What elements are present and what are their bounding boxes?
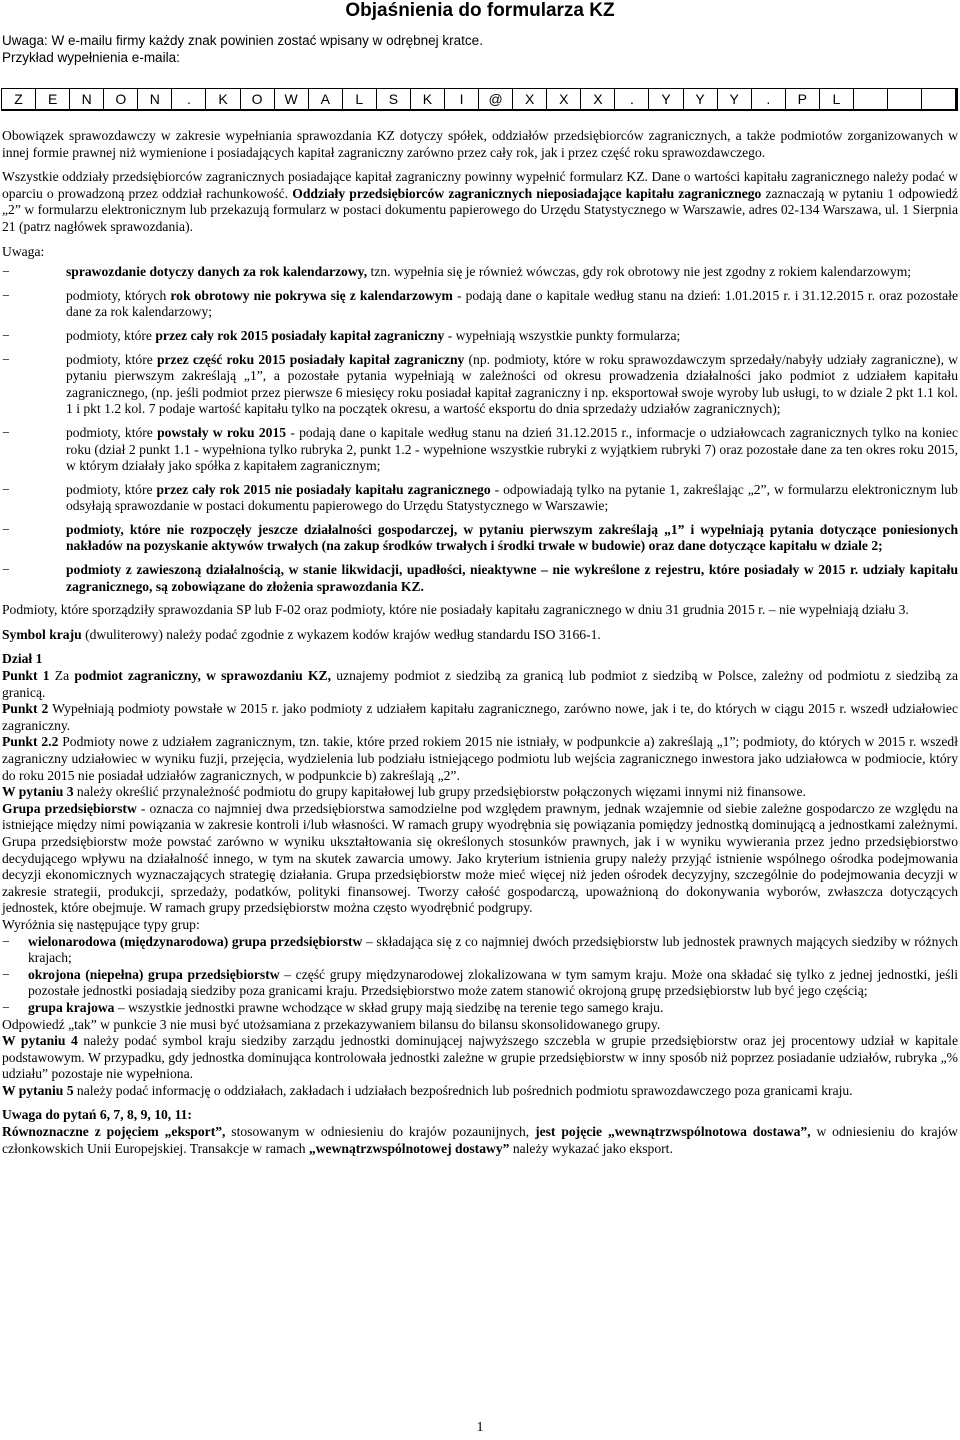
dash-bullet: − xyxy=(2,424,10,440)
dash-bullet: − xyxy=(2,287,10,303)
page-number: 1 xyxy=(476,1420,484,1435)
group-type-item: − wielonarodowa (międzynarodowa) grupa przedsiębiorstw – składająca się z co najmniej dwóch przedsiębiorstw lub jednostek prawnych mających siedziby w różnych krajach; xyxy=(2,933,959,966)
pytanie-3: W pytaniu 3 należy określić przynależność podmiotu do grupy kapitałowej lub grupy przedsiębiorstw połączonych więzami innymi niż finansowe. xyxy=(2,784,806,800)
uwaga-list-item: − podmioty, które przez cały rok 2015 nie posiadały kapitału zagranicznego - odpowiadają tylko na pytanie 1, zakreślając „2”, w formularzu elektronicznym lub odsyłają sprawozdanie w postaci dokumentu papierowego do Urzędu Statystycznego w Warszawie; xyxy=(2,481,958,514)
group-type-item: − grupa krajowa – wszystkie jednostki prawne wchodzące w skład grupy mają siedzibę na terenie tego samego kraju. xyxy=(2,999,664,1015)
uwaga-pytan-heading: Uwaga do pytań 6, 7, 8, 9, 10, 11: xyxy=(2,1107,192,1123)
group-type-item: − okrojona (niepełna) grupa przedsiębiorstw – część grupy międzynarodowej zlokalizowana w tym samym kraju. Może ona składać się tylko z jednej jednostki, jeśli pozostałe jednostki posiadają siedziby poza granicami kraju. Przedsiębiorstwo może zatem stanowić okrojoną grupę przedsiębiorstw lub być jego częścią; xyxy=(2,966,959,999)
dash-bullet: − xyxy=(2,327,10,343)
tak-line: Odpowiedź „tak” w punkcie 3 nie musi być utożsamiana z przekazywaniem bilansu do bilansu skonsolidowanego grupy. xyxy=(2,1016,661,1032)
pytanie-4: W pytaniu 4 należy podać symbol kraju siedziby zarządu jednostki dominującej najwyższego szczebla w grupie przedsiębiorstw oraz jej procentowy udział w kapitale podstawowym. W przypadku, gdy jednostka dominująca kontrolowała jednostki zależne w grupie przedsiębiorstw w inny sposób niż poprzez posiadanie udziałów, rubryka „% udziału” pozostaje nie wypełniona. xyxy=(2,1033,958,1082)
punkt-1: Punkt 1 Za podmiot zagraniczny, w sprawozdaniu KZ, uznajemy podmiot z siedzibą za granicą lub podmiot z siedzibą w Polsce, zależny od podmiotu z siedzibą za granicą. xyxy=(2,668,958,700)
pytanie-5: W pytaniu 5 należy podać informację o oddziałach, zakładach i udziałach bezpośrednich lub pośrednich podmiotu sprawozdawczego poza granicami kraju. xyxy=(2,1082,853,1098)
uwaga-list-item: − podmioty, które powstały w roku 2015 - podają dane o kapitale według stanu na dzień 31.12.2015 r., informacje o udziałowcach zagranicznych tylko na koniec roku (dział 2 punkt 1.1 - wypełniona tylko rubryka 2, punkt 1.2 - wypełnione wszystkie rubryki z wyjątkiem rubryki 7) oraz pozostałe dane za ten okres roku 2015, w którym działały jako spółka z kapitałem zagranicznym; xyxy=(2,424,958,474)
dash-bullet: − xyxy=(2,481,10,497)
uwaga-list-item: − sprawozdanie dotyczy danych za rok kalendarzowy, tzn. wypełnia się je również wówczas, gdy rok obrotowy nie jest zgodny z rokiem kalendarzowym; xyxy=(2,264,912,280)
punkt-2: Punkt 2 Wypełniają podmioty powstałe w 2015 r. jako podmioty z udziałem kapitału zagranicznego, zarówno nowe, jak i te, do których w ciągu 2015 r. wszedł udziałowiec zagraniczny. xyxy=(2,701,958,733)
uwaga-list-item: − podmioty, których rok obrotowy nie pokrywa się z kalendarzowym - podają dane o kapitale według stanu na dzień: 1.01.2015 r. i 31.12.2015 r. oraz pozostałe dane za rok kalendarzowy; xyxy=(2,287,958,320)
paragraph-scope: Obowiązek sprawozdawczy w zakresie wypełniania sprawozdania KZ dotyczy spółek, oddziałów przedsiębiorców zagranicznych, a także podmiotów zorganizowanych w innej formie prawnej niż wymienione i posiadających kapitał zagraniczny zarówno przez cały rok, jak i przez część roku sprawozdawczego. xyxy=(2,128,958,160)
uwaga-list-item: − podmioty, które przez część roku 2015 posiadały kapitał zagraniczny (np. podmioty, które w roku sprawozdawczym sprzedały/nabyły udziały zagraniczne), w pytaniu pierwszym zakreślają „1”, a pozostałe pytania wypełniają w zależności od okresu prowadzenia działalności jako podmiot z udziałem kapitału zagranicznego, (np. jeśli podmiot przez pierwsze 6 miesięcy roku posiadał kapitał zagraniczny i np. eksportował swoje wyroby lub usługi, to w dziale 2 pkt 1.1 kol. 1 i pkt 1.2 kol. 7 podaje wartość kapitału tylko na początek okresu, a wartość eksportu do dnia sprzedaży udziałów zagranicznych); xyxy=(2,351,958,417)
email-char-box: Y xyxy=(684,89,718,109)
email-char-box xyxy=(854,89,888,109)
page-title: Objaśnienia do formularza KZ xyxy=(345,0,615,21)
email-char-box: Z xyxy=(2,89,36,109)
dash-bullet: − xyxy=(2,562,10,578)
uwaga-list-item: − podmioty, które nie rozpoczęły jeszcze działalności gospodarczej, w pytaniu pierwszym zakreślają „1” i wypełniają pytania dotyczące poniesionych nakładów na pozyskanie aktywów trwałych (na zakup środków trwałych i środki trwałe w budowie) oraz dane dotyczące kapitału w dziale 2; xyxy=(2,521,958,554)
uwaga-list-item: − podmioty z zawieszoną działalnością, w stanie likwidacji, upadłości, nieaktywne – nie wykreślone z rejestru, które posiadały w 2015 r. udziały kapitału zagranicznego, są zobowiązane do złożenia sprawozdania KZ. xyxy=(2,562,958,594)
email-char-box: K xyxy=(411,89,445,109)
email-char-box: X xyxy=(547,89,581,109)
email-char-box: K xyxy=(206,89,240,109)
uwaga-pytan-text: Równoznaczne z pojęciem „eksport”, stosowanym w odniesieniu do krajów pozaunijnych, jest pojęcie „wewnątrzwspólnotowa dostawa”, w odniesieniu do krajów członkowskich Unii Europejskiej. Transakcje w ramach „wewnątrzwspólnotowej dostawy” należy wykazać jako eksport. xyxy=(2,1124,958,1156)
punkt-2-2: Punkt 2.2 Podmioty nowe z udziałem zagranicznym, tzn. takie, które przed rokiem 2015 nie istniały, w podpunkcie a) zakreślają „1”; podmioty, do których w 2015 r. wszedł zagraniczny udziałowiec w wyniku fuzji, przejęcia, wydzielenia lub podziału istniejącego podmiotu lub wejścia zagranicznego inwestora jako udziałowca w podmiocie, który do roku 2015 nie posiadał udziałów zagranicznych, w podpunkcie b) zakreślają „2”. xyxy=(2,734,958,783)
email-char-box: Y xyxy=(649,89,683,109)
dash-bullet: − xyxy=(2,521,10,537)
email-char-box xyxy=(922,89,955,109)
uwaga-label: Uwaga: xyxy=(2,243,45,259)
types-intro: Wyróżnia się następujące typy grup: xyxy=(2,916,200,932)
dash-bullet: − xyxy=(2,966,10,982)
dash-bullet: − xyxy=(2,264,10,280)
email-char-box: I xyxy=(445,89,479,109)
email-char-box: A xyxy=(309,89,343,109)
email-char-box: O xyxy=(241,89,275,109)
paragraph-branches: Wszystkie oddziały przedsiębiorców zagranicznych posiadające kapitał zagraniczny powinny wypełnić formularz KZ. Dane o wartości kapitału zagranicznego należy podać w oparciu o prowadzoną przez oddział rachunkowość. Oddziały przedsiębiorców zagranicznych nieposiadające kapitału zagranicznego zaznaczają w pytaniu 1 odpowiedź „2” w formularzu elektronicznym lub przekazują formularz w postaci dokumentu papierowego do Urzędu Statystycznego w Warszawie, adres 02-134 Warszawa, ul. 1 Sierpnia 21 (patrz nagłówek sprawozdania). xyxy=(2,169,958,234)
email-char-box: W xyxy=(275,89,309,109)
note-line-1: Uwaga: W e-mailu firmy każdy znak powinien zostać wpisany w odrębnej kratce. xyxy=(2,33,483,48)
uwaga-list xyxy=(2,264,958,595)
dash-bullet: − xyxy=(2,933,10,949)
email-char-box: S xyxy=(377,89,411,109)
paragraph-country-symbol: Symbol kraju (dwuliterowy) należy podać zgodnie z wykazem kodów krajów według standardu ISO 3166-1. xyxy=(2,626,601,642)
email-char-box: X xyxy=(581,89,615,109)
paragraph-sp-f02: Podmioty, które sporządziły sprawozdania SP lub F-02 oraz podmioty, które nie posiadały kapitału zagranicznego w dniu 31 grudnia 2015 r. – nie wypełniają działu 3. xyxy=(2,602,909,618)
email-char-box: N xyxy=(70,89,104,109)
email-char-box: L xyxy=(343,89,377,109)
dash-bullet: − xyxy=(2,999,10,1015)
email-char-box xyxy=(888,89,922,109)
email-char-box: P xyxy=(786,89,820,109)
email-char-box: N xyxy=(138,89,172,109)
email-char-box: L xyxy=(820,89,854,109)
group-types-list xyxy=(2,934,958,1017)
email-char-box: X xyxy=(513,89,547,109)
note-line-2: Przykład wypełnienia e-maila: xyxy=(2,50,180,65)
email-example-boxes xyxy=(1,88,958,111)
document-body xyxy=(2,128,958,1157)
grupa-przedsiebiorstw: Grupa przedsiębiorstw - oznacza co najmniej dwa przedsiębiorstwa samodzielne pod względem prawnym, jednak wzajemnie od siebie zależne gospodarczo ze względu na istniejące między nimi powiązania w zakresie kontroli i/lub własności. W ramach grupy wyodrębnia się powiązania pomiędzy jednostką dominującą a jednostkami zależnymi. Grupa przedsiębiorstw może powstać zarówno w wyniku ukształtowania się określonych stosunków prawnych, jak i w wyniku wywierania przez jedno przedsiębiorstwo decydującego wpływu na działalność innego, w tym na skutek zawarcia umowy. Jako kryterium istnienia grupy należy przyjąć istnienie wspólnego ośrodka podejmowania decyzji ekonomicznych wyznaczających strategię działania. Grupa przedsiębiorstw może mieć więcej niż jeden ośrodek decyzyjny, szczególnie do podejmowania decyzji w zakresie strategii, produkcji, sprzedaży, podatków, polityki finansowej. Tworzy całość gospodarczą, upoważnioną do dokonywania wyborów, zwłaszcza dotyczących jednostek, które obejmuje. W ramach grupy przedsiębiorstw można często wyodrębnić podgrupy. xyxy=(2,800,958,916)
dzial-1-heading: Dział 1 xyxy=(2,651,43,667)
email-char-box: O xyxy=(104,89,138,109)
email-char-box: . xyxy=(615,89,649,109)
email-char-box: @ xyxy=(479,89,513,109)
uwaga-list-item: − podmioty, które przez cały rok 2015 posiadały kapitał zagraniczny - wypełniają wszystkie punkty formularza; xyxy=(2,327,681,343)
email-char-box: . xyxy=(172,89,206,109)
email-char-box: E xyxy=(36,89,70,109)
email-char-box: Y xyxy=(718,89,752,109)
dash-bullet: − xyxy=(2,351,10,367)
email-note xyxy=(2,32,952,66)
email-char-box: . xyxy=(752,89,786,109)
